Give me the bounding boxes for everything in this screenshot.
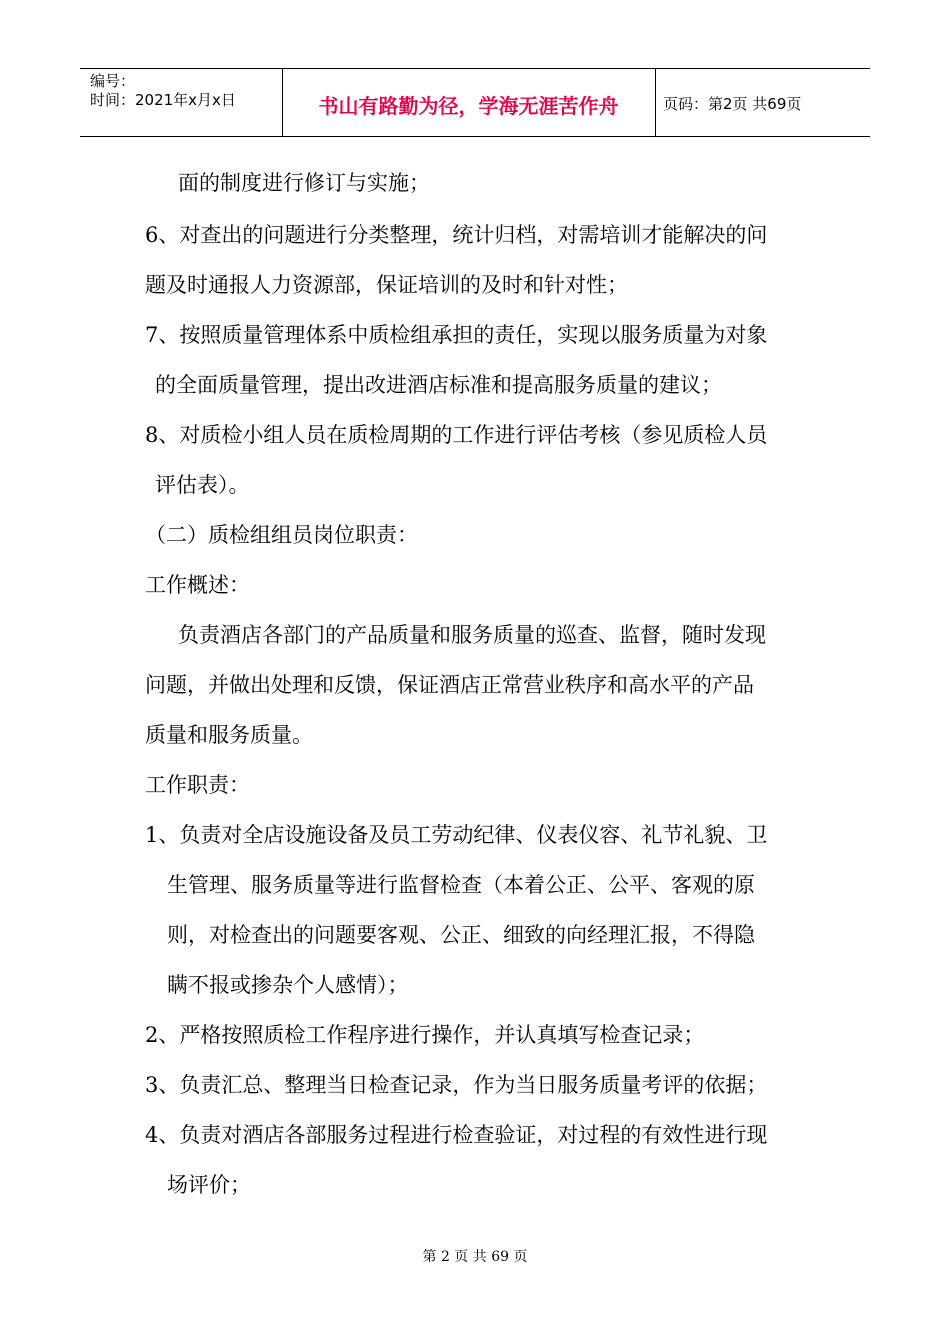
header-page-info: 页码：第2页 共69页 [663,95,802,113]
document-date: 时间：2021年x月x日 [90,91,236,109]
body-line: 题及时通报人力资源部，保证培训的及时和针对性； [145,273,628,297]
body-line: 1、负责对全店设施设备及员工劳动纪律、仪表仪容、礼节礼貌、卫 [145,823,768,847]
header-divider [655,68,656,137]
body-line: 问题，并做出处理和反馈，保证酒店正常营业秩序和高水平的产品 [145,673,754,697]
body-line: 质量和服务质量。 [145,723,313,747]
body-line: 7、按照质量管理体系中质检组承担的责任，实现以服务质量为对象 [145,323,768,347]
header-meta [90,72,236,110]
body-line: 则，对检查出的问题要客观、公正、细致的向经理汇报，不得隐 [167,923,755,947]
body-line: 6、对查出的问题进行分类整理，统计归档，对需培训才能解决的问 [145,223,768,247]
page-footer: 第 2 页 共 69 页 [422,1249,528,1265]
body-line: 3、负责汇总、整理当日检查记录，作为当日服务质量考评的依据； [145,1073,768,1097]
header-top-rule [80,68,870,69]
body-line: 评估表）。 [155,473,250,497]
section-heading: （二）质检组组员岗位职责： [145,523,418,547]
body-line: 生管理、服务质量等进行监督检查（本着公正、公平、客观的原 [167,873,755,897]
header-motto: 书山有路勤为径，学海无涯苦作舟 [318,94,619,118]
body-line: 面的制度进行修订与实施； [178,171,430,195]
body-line: 4、负责对酒店各部服务过程进行检查验证，对过程的有效性进行现 [145,1123,768,1147]
body-line: 8、对质检小组人员在质检周期的工作进行评估考核（参见质检人员 [145,423,768,447]
subheading: 工作概述： [145,573,250,597]
subheading: 工作职责： [145,773,250,797]
body-line: 瞒不报或掺杂个人感情）； [167,973,409,997]
document-number: 编号： [90,72,136,90]
body-line: 2、严格按照质检工作程序进行操作，并认真填写检查记录； [145,1023,705,1047]
body-line: 负责酒店各部门的产品质量和服务质量的巡查、监督，随时发现 [178,623,766,647]
body-line: 场评价； [167,1173,251,1197]
body-line: 的全面质量管理，提出改进酒店标准和提高服务质量的建议； [155,373,722,397]
header-bottom-rule [80,136,870,137]
